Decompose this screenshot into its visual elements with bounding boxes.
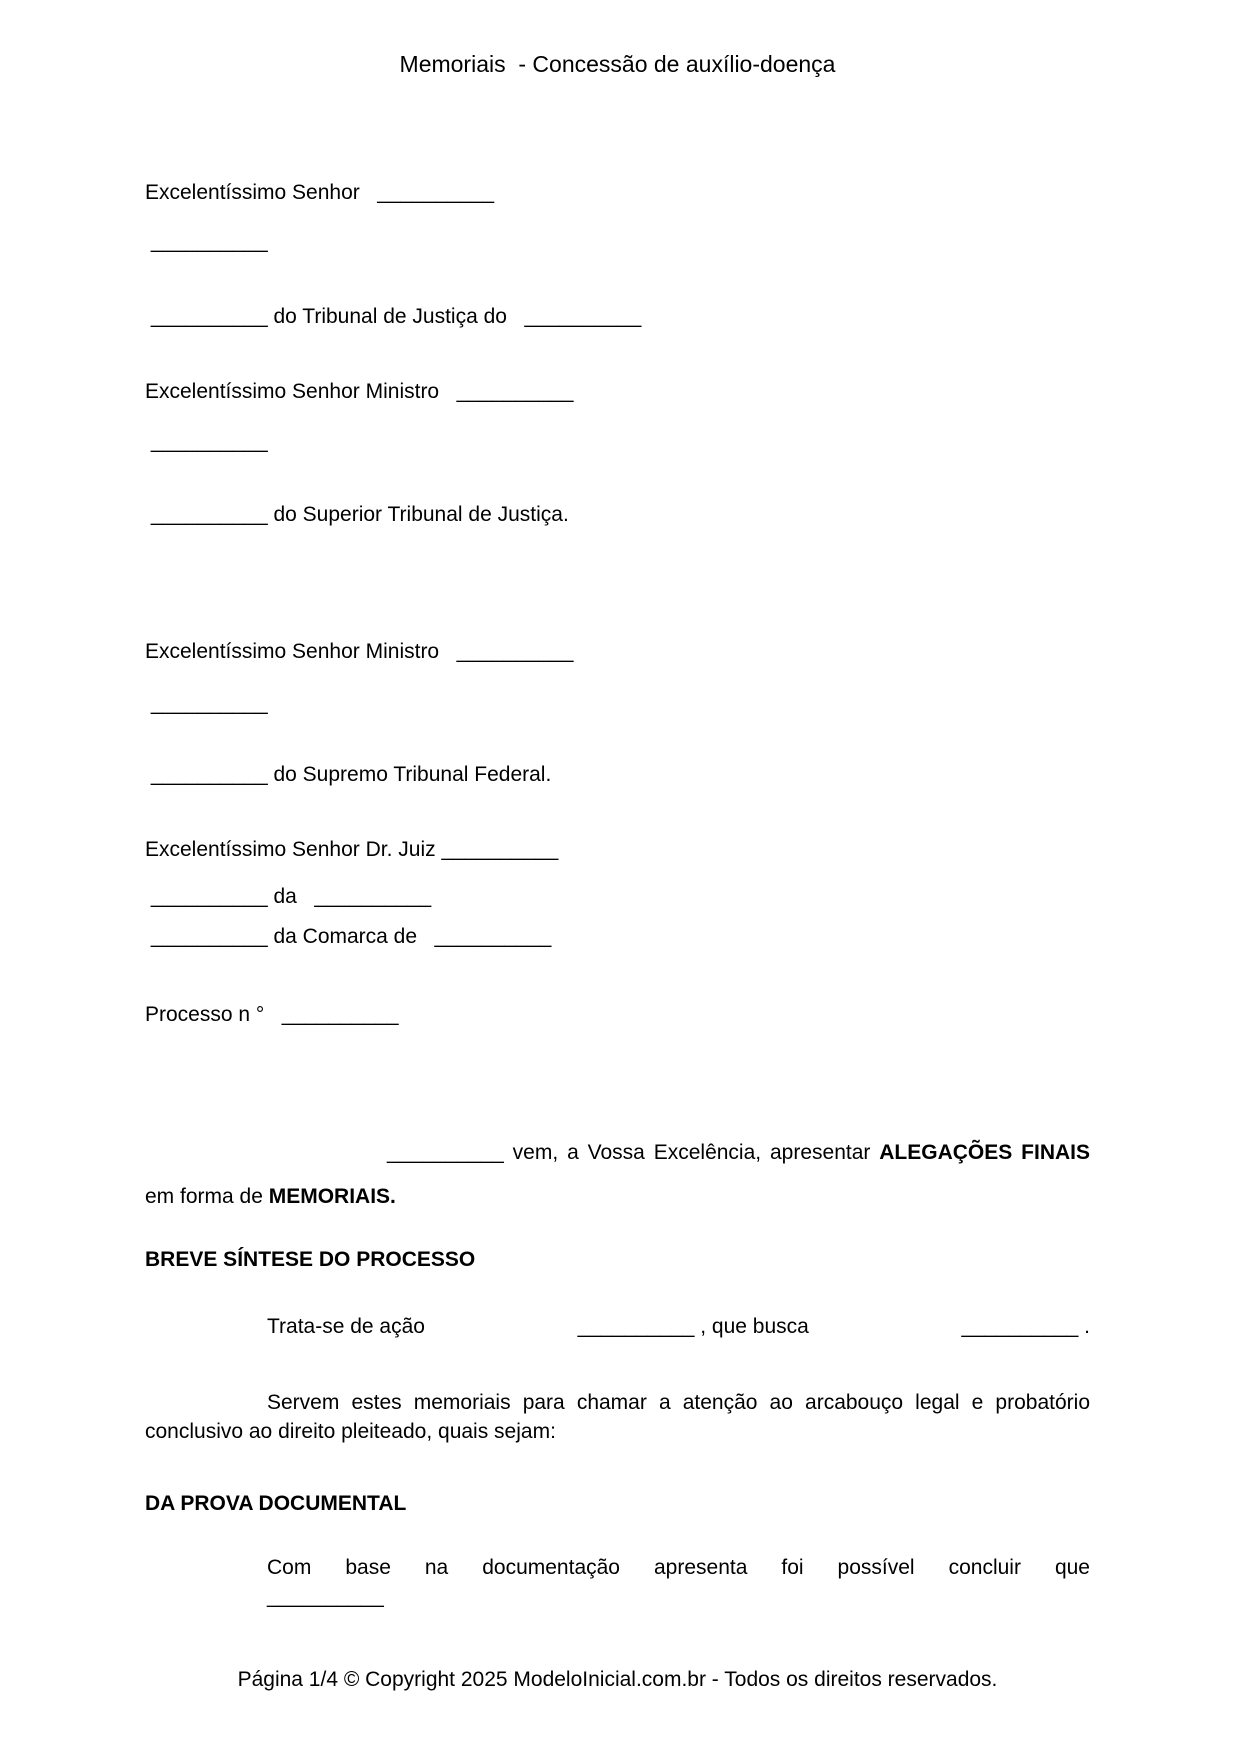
trata-se-line: [267, 1312, 1090, 1341]
salutation-blank-line-3: __________: [145, 692, 268, 715]
page-footer: Página 1/4 © Copyright 2025 ModeloInicial.com.br - Todos os direitos reservados.: [237, 1668, 998, 1691]
petitioner-blank: __________: [387, 1141, 504, 1164]
opening-text: vem, a Vossa Excelência, apresentar: [503, 1141, 880, 1164]
opening-paragraph-line-1: [145, 1138, 1090, 1167]
salutation-tribunal-justica: __________ do Tribunal de Justiça do __________: [145, 305, 642, 328]
servem-paragraph-line-1: Servem estes memoriais para chamar a atenção ao arcabouço legal e probatório: [267, 1391, 1090, 1414]
salutation-ministro-2: Excelentíssimo Senhor Ministro __________: [145, 640, 574, 663]
trata-se-blank-final: __________ .: [961, 1315, 1090, 1338]
salutation-superior-tribunal: __________ do Superior Tribunal de Justiça.: [145, 503, 569, 526]
salutation-vara: __________ da __________: [145, 885, 432, 908]
trata-se-blank-que-busca: __________ , que busca: [577, 1315, 809, 1338]
document-title: Memoriais - Concessão de auxílio-doença: [399, 51, 836, 77]
salutation-blank-line-1: __________: [145, 230, 268, 253]
conclusion-blank: __________: [267, 1585, 384, 1608]
salutation-senhor: Excelentíssimo Senhor __________: [145, 181, 495, 204]
trata-se-text: Trata-se de ação: [267, 1315, 425, 1338]
salutation-blank-line-2: __________: [145, 430, 268, 453]
opening-paragraph-line-2: [145, 1182, 1090, 1211]
opening-line2-text: em forma de: [145, 1185, 269, 1208]
salutation-supremo-tribunal: __________ do Supremo Tribunal Federal.: [145, 763, 552, 786]
servem-paragraph-line-2: conclusivo ao direito pleiteado, quais sejam:: [145, 1420, 556, 1443]
com-base-line: Com base na documentação apresenta foi possível concluir que: [267, 1556, 1090, 1579]
alegacoes-finais-label: ALEGAÇÕES FINAIS: [879, 1141, 1090, 1164]
salutation-juiz: Excelentíssimo Senhor Dr. Juiz __________: [145, 838, 559, 861]
memoriais-label: MEMORIAIS.: [268, 1185, 396, 1208]
section-heading-breve-sintese: BREVE SÍNTESE DO PROCESSO: [145, 1248, 476, 1271]
salutation-comarca: __________ da Comarca de __________: [145, 925, 552, 948]
processo-numero: Processo n ° __________: [145, 1003, 399, 1026]
salutation-ministro-1: Excelentíssimo Senhor Ministro __________: [145, 380, 574, 403]
section-heading-prova-documental: DA PROVA DOCUMENTAL: [145, 1492, 407, 1515]
